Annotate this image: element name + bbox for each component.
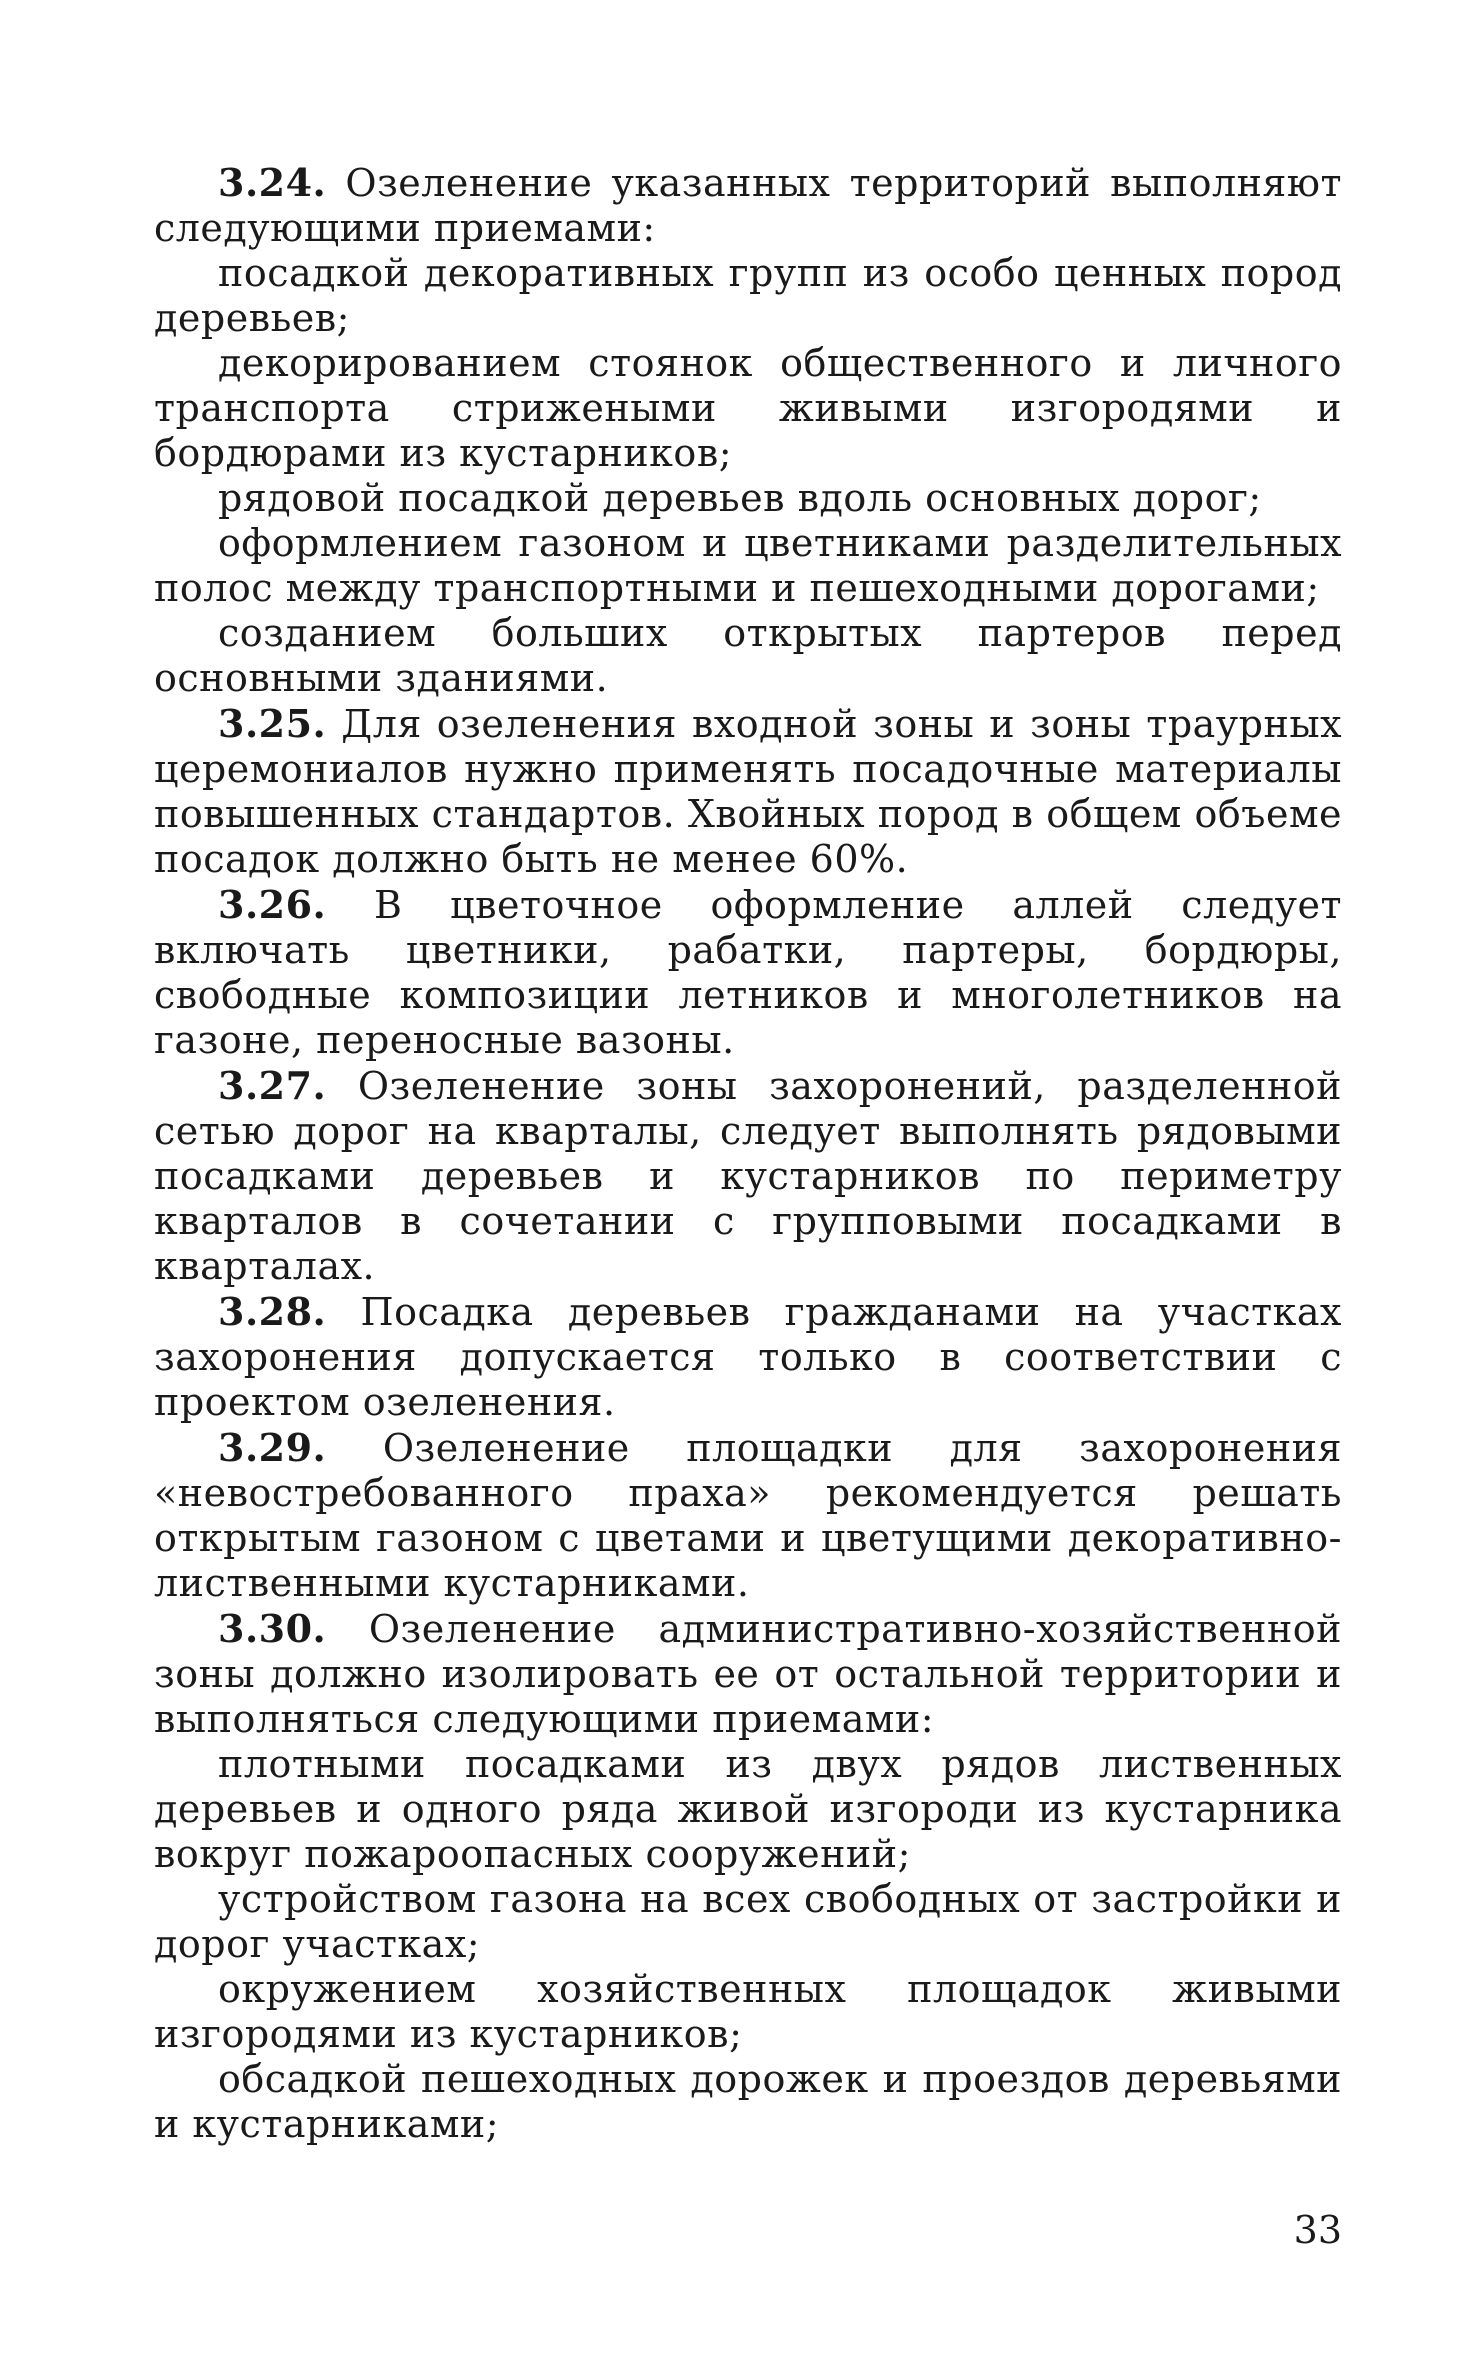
paragraph-text: Озеленение указанных территорий выполняют следующими приемами: <box>154 161 1342 250</box>
paragraph-text: устройством газона на всех свободных от застройки и дорог участках; <box>154 1877 1342 1966</box>
paragraph-3-27 <box>154 1063 1342 1289</box>
paragraph-3-26 <box>154 882 1342 1063</box>
paragraph-3-29 <box>154 1425 1342 1606</box>
paragraph-3-25 <box>154 701 1342 882</box>
clause-number: 3.28. <box>218 1289 327 1334</box>
clause-number: 3.26. <box>218 882 327 927</box>
paragraph-text: декорированием стоянок общественного и личного транспорта стрижеными живыми изгородями и бордюрами из кустарников; <box>154 341 1342 475</box>
paragraph-3-24 <box>154 160 1342 251</box>
paragraph-text: Озеленение административно-хозяйственной зоны должно изолировать ее от остальной территории и выполняться следующими приемами: <box>154 1607 1342 1741</box>
clause-number: 3.27. <box>218 1063 327 1108</box>
paragraph-text: созданием больших открытых партеров перед основными зданиями. <box>154 611 1342 700</box>
paragraph-text: Озеленение площадки для захоронения «невостребованного праха» рекомендуется решать открытым газоном с цветами и цветущими декоративно-лиственными кустарниками. <box>154 1426 1342 1605</box>
list-item <box>154 341 1342 476</box>
list-item <box>154 521 1342 611</box>
paragraph-text: оформлением газоном и цветниками разделительных полос между транспортными и пешеходными дорогами; <box>154 521 1342 610</box>
list-item <box>154 476 1342 521</box>
page-number: 33 <box>1293 2208 1342 2252</box>
list-item <box>154 1967 1342 2057</box>
clause-number: 3.30. <box>218 1606 327 1651</box>
paragraph-text: окружением хозяйственных площадок живыми изгородями из кустарников; <box>154 1967 1342 2056</box>
paragraph-text: Для озеленения входной зоны и зоны траурных церемониалов нужно применять посадочные материалы повышенных стандартов. Хвойных пород в общем объеме посадок должно быть не менее 60%. <box>154 702 1342 881</box>
paragraph-3-30 <box>154 1606 1342 1742</box>
list-item <box>154 1742 1342 1877</box>
paragraph-text: Озеленение зоны захоронений, разделенной сетью дорог на кварталы, следует выполнять рядовыми посадками деревьев и кустарников по периметру кварталов в сочетании с групповыми посадками в кварталах. <box>154 1064 1342 1288</box>
paragraph-text: В цветочное оформление аллей следует включать цветники, рабатки, партеры, бордюры, свободные композиции летников и многолетников на газоне, переносные вазоны. <box>154 883 1342 1062</box>
paragraph-text: рядовой посадкой деревьев вдоль основных дорог; <box>218 476 1262 520</box>
page-body <box>154 160 1342 2147</box>
clause-number: 3.25. <box>218 701 327 746</box>
list-item <box>154 2057 1342 2147</box>
list-item <box>154 1877 1342 1967</box>
paragraph-text: Посадка деревьев гражданами на участках захоронения допускается только в соответствии с проектом озеленения. <box>154 1290 1342 1424</box>
paragraph-text: плотными посадками из двух рядов лиственных деревьев и одного ряда живой изгороди из кустарника вокруг пожароопасных сооружений; <box>154 1742 1342 1876</box>
clause-number: 3.24. <box>218 160 327 205</box>
list-item <box>154 611 1342 701</box>
paragraph-text: посадкой декоративных групп из особо ценных пород деревьев; <box>154 251 1342 340</box>
paragraph-3-28 <box>154 1289 1342 1425</box>
paragraph-text: обсадкой пешеходных дорожек и проездов деревьями и кустарниками; <box>154 2057 1342 2146</box>
list-item <box>154 251 1342 341</box>
clause-number: 3.29. <box>218 1425 327 1470</box>
